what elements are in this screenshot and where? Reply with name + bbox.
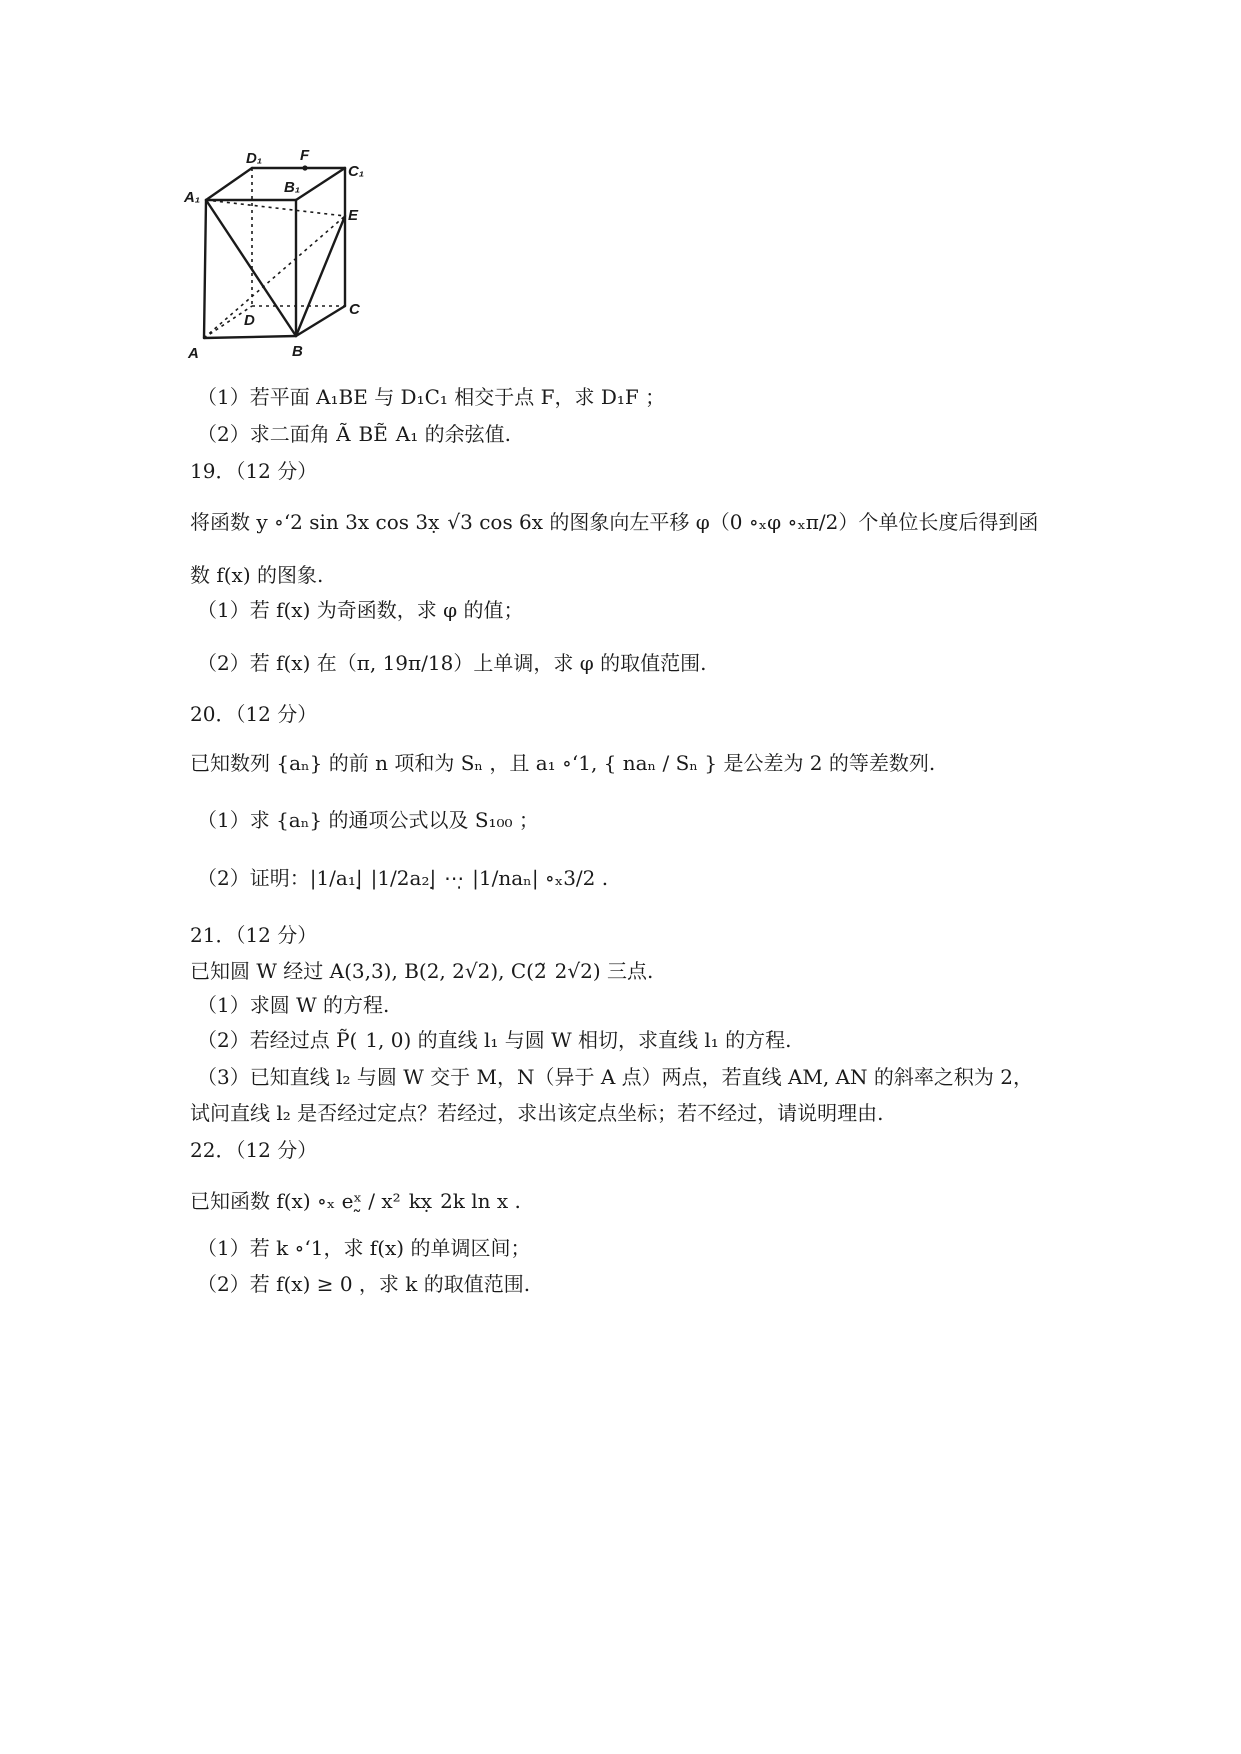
- question-20-part-2: （2）证明：|1/a₁|̣ |1/2a₂|̣ ⋯̣ |1/naₙ| ∘ₓ3/2 .: [197, 866, 609, 890]
- question-22-stem: 已知函数 f(x) ∘ₓ eˣ̰ / x² kx̣ 2k ln x .: [190, 1189, 521, 1213]
- question-20-header: 20．（12 分）: [190, 702, 318, 726]
- point-F: [302, 165, 307, 170]
- edge-B1-C1: [296, 168, 345, 200]
- vertex-label-B1: B₁: [284, 179, 301, 196]
- edge-A-B: [204, 336, 296, 338]
- vertex-label-A: A: [188, 345, 199, 362]
- edge-A1-A: [204, 200, 206, 338]
- question-20-stem: 已知数列 {aₙ} 的前 n 项和为 Sₙ ，且 a₁ ∘‘1, { naₙ / Sₙ } 是公差为 2 的等差数列.: [190, 751, 936, 775]
- edge-A1-D1: [206, 168, 252, 200]
- question-18-part-1: （1）若平面 A₁BE 与 D₁C₁ 相交于点 F，求 D₁F ；: [197, 385, 666, 409]
- question-21-part-3: （3）已知直线 l₂ 与圆 W 交于 M，N（异于 A 点）两点，若直线 AM, AN 的斜率之积为 2，: [197, 1065, 1033, 1089]
- question-20-part-1: （1）求 {aₙ} 的通项公式以及 S₁₀₀ ；: [197, 808, 539, 832]
- question-18-part-2: （2）求二面角 Ã BẼ A₁ 的余弦值.: [197, 422, 511, 446]
- question-19-stem: 将函数 y ∘‘2 sin 3x cos 3x̣ √3 cos 6x 的图象向左平移 φ（0 ∘ₓφ ∘ₓπ/2）个单位长度后得到函: [190, 510, 1039, 534]
- hidden-segment-A1-E: [206, 200, 345, 216]
- vertex-label-D1: D₁: [246, 150, 263, 167]
- vertex-label-C1: C₁: [348, 163, 365, 180]
- vertex-label-D: D: [244, 312, 255, 329]
- question-21-stem: 已知圆 W 经过 A(3,3), B(2, 2√2), C(2̃ 2√2) 三点.: [190, 959, 654, 983]
- question-22-header: 22．（12 分）: [190, 1138, 318, 1162]
- question-22-part-1: （1）若 k ∘‘1，求 f(x) 的单调区间；: [197, 1236, 531, 1260]
- vertex-label-C: C: [349, 301, 360, 318]
- question-22-part-2: （2）若 f(x) ≥ 0 ，求 k 的取值范围.: [197, 1272, 531, 1296]
- segment-B-E: [296, 216, 345, 336]
- question-19-header: 19．（12 分）: [190, 459, 318, 483]
- vertex-label-B: B: [292, 343, 303, 360]
- question-21-part-1: （1）求圆 W 的方程.: [197, 993, 390, 1017]
- question-19-part-1: （1）若 f(x) 为奇函数，求 φ 的值；: [197, 598, 524, 622]
- question-21-part-3-continued: 试问直线 l₂ 是否经过定点？若经过，求出该定点坐标；若不经过，请说明理由.: [190, 1101, 884, 1125]
- vertex-label-F: F: [300, 147, 310, 164]
- prism-figure: [184, 147, 400, 373]
- question-21-header: 21．（12 分）: [190, 923, 318, 947]
- question-21-part-2: （2）若经过点 P̃( 1, 0) 的直线 l₁ 与圆 W 相切，求直线 l₁ 的方程.: [197, 1028, 792, 1052]
- vertex-label-E: E: [348, 207, 359, 224]
- vertex-label-A1: A₁: [184, 189, 201, 206]
- question-19-stem-continued: 数 f(x) 的图象.: [190, 563, 324, 587]
- question-19-part-2: （2）若 f(x) 在（π, 19π/18）上单调，求 φ 的取值范围.: [197, 651, 707, 675]
